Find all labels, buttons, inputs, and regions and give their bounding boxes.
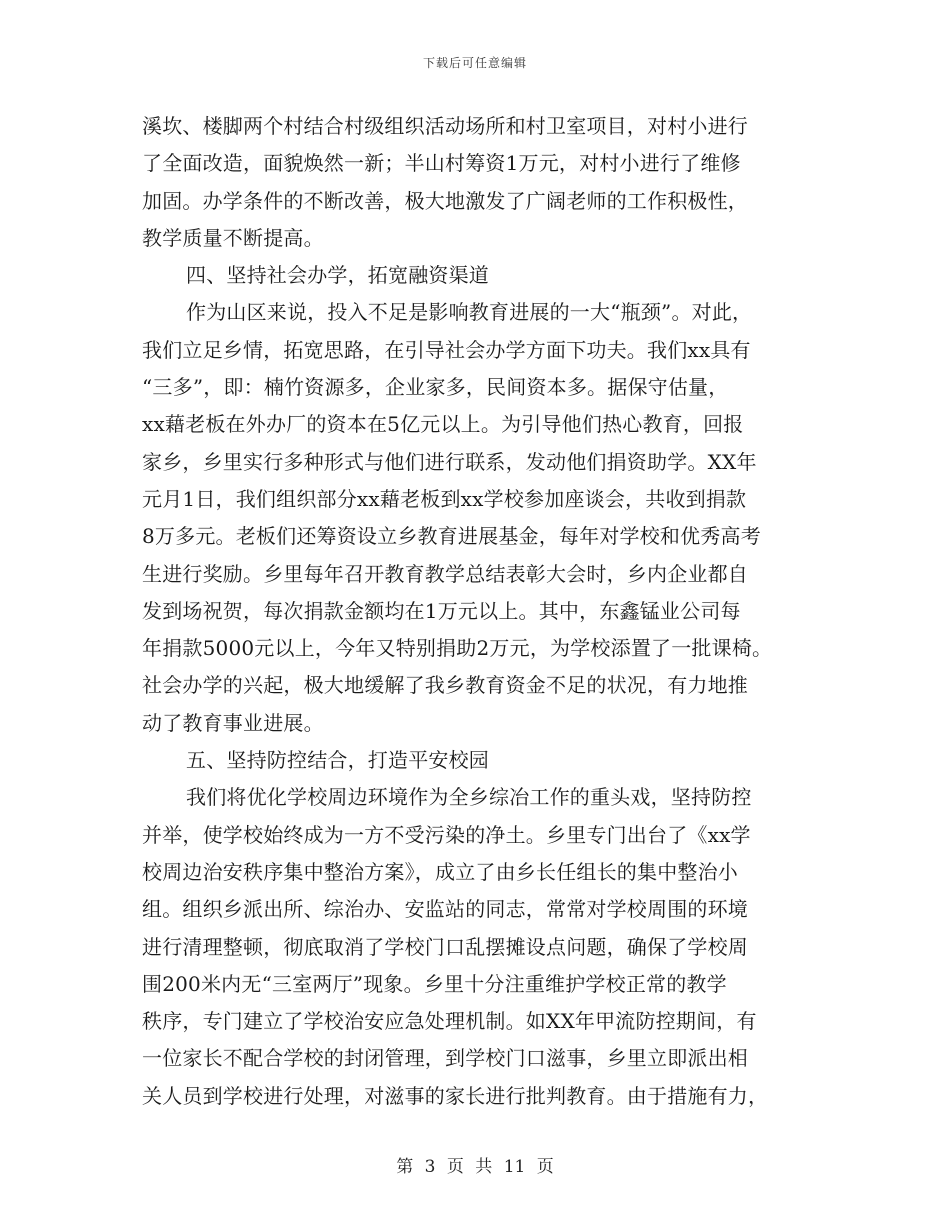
text-line: 组。组织乡派出所、综治办、安监站的同志，常常对学校周围的环境 (142, 897, 748, 922)
text-line: 8万多元。老板们还筹资设立乡教育进展基金，每年对学校和优秀高考 (142, 524, 761, 549)
text-line: 校周边治安秩序集中整治方案》，成立了由乡长任组长的集中整治小 (142, 859, 738, 884)
text-line: 关人员到学校进行处理，对滋事的家长进行批判教育。由于措施有力， (142, 1083, 769, 1108)
text-line: 并举，使学校始终成为一方不受污染的净土。乡里专门出台了《xx学 (142, 822, 751, 847)
paragraph-first-line: 五、坚持防控结合，打造平安校园 (186, 748, 489, 773)
text-line: 加固。办学条件的不断改善，极大地激发了广阔老师的工作积极性， (142, 188, 748, 213)
text-line: 家乡，乡里实行多种形式与他们进行联系，发动他们捐资助学。XX年 (142, 449, 757, 474)
text-line: 发到场祝贺，每次捐款金额均在1万元以上。其中，东鑫锰业公司每 (142, 598, 741, 623)
text-line: 了全面改造，面貌焕然一新；半山村筹资1万元，对村小进行了维修 (142, 151, 741, 176)
paragraph-first-line: 四、坚持社会办学，拓宽融资渠道 (186, 263, 489, 288)
page-header: 下载后可任意编辑 (422, 56, 527, 70)
text-line: 我们立足乡情，拓宽思路，在引导社会办学方面下功夫。我们xx具有 (142, 337, 751, 362)
text-line: 秩序，专门建立了学校治安应急处理机制。如XX年甲流防控期间，有 (142, 1009, 757, 1034)
text-line: 进行清理整顿，彻底取消了学校门口乱摆摊设点问题，确保了学校周 (142, 934, 748, 959)
text-line: 年捐款5000元以上，今年又特别捐助2万元，为学校添置了一批课椅。 (142, 636, 773, 661)
text-line: 围200米内无“三室两厅”现象。乡里十分注重维护学校正常的教学 (142, 971, 727, 996)
text-line: 教学质量不断提高。 (142, 225, 324, 250)
paragraph-first-line: 我们将优化学校周边环境作为全乡综冶工作的重头戏，坚持防控 (186, 785, 752, 810)
document-body (142, 108, 812, 1115)
page-number: 第 3 页 共 11 页 (396, 1157, 554, 1177)
text-line: 生进行奖励。乡里每年召开教育教学总结表彰大会时，乡内企业都自 (142, 561, 748, 586)
text-line: “三多”，即：楠竹资源多，企业家多，民间资本多。据保守估量， (142, 375, 729, 400)
text-line: 溪坎、楼脚两个村结合村级组织活动场所和村卫室项目，对村小进行 (142, 114, 748, 138)
text-line: 一位家长不配合学校的封闭管理，到学校门口滋事，乡里立即派出相 (142, 1046, 748, 1071)
text-line: 社会办学的兴起，极大地缓解了我乡教育资金不足的状况，有力地推 (142, 673, 748, 698)
paragraph-first-line: 作为山区来说，投入不足是影响教育进展的一大“瓶颈”。对此， (186, 300, 753, 325)
text-line: xx藉老板在外办厂的资本在5亿元以上。为引导他们热心教育，回报 (142, 412, 744, 437)
text-line: 动了教育事业进展。 (142, 710, 324, 735)
text-line: 元月1日，我们组织部分xx藉老板到xx学校参加座谈会，共收到捐款 (142, 486, 747, 511)
